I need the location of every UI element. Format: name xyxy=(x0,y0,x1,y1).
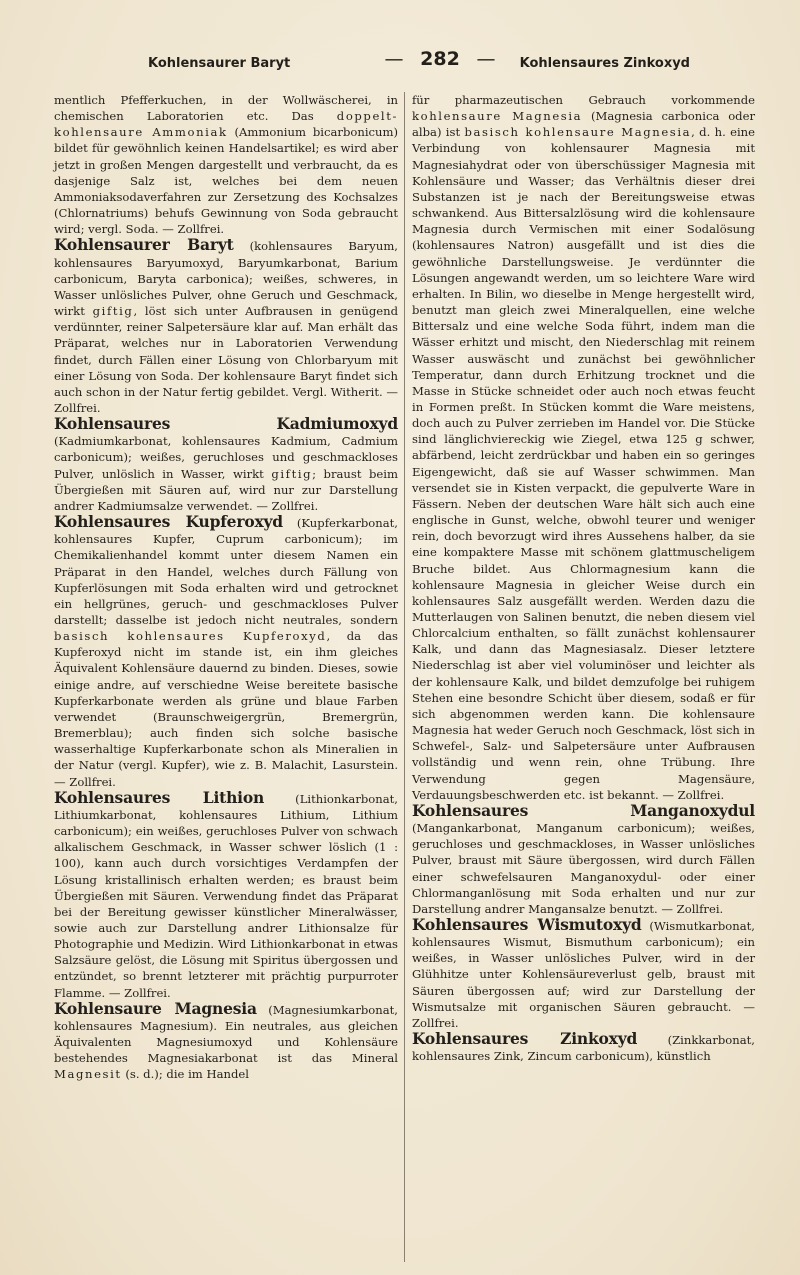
spaced-term: doppelt-kohlensaure Ammoniak xyxy=(54,109,398,140)
entry-text: ; braust beim Übergießen mit Säuren auf, wird nur zur Darstellung andrer Kadmiumsalze verwendet. — Zollfrei. xyxy=(54,466,398,513)
entry-text: , d. h. eine Verbindung von kohlensaurer Magnesia mit Magnesiahydrat oder von überschüssiger Magnesia mit Kohlensäure und Wasser; das Verhältnis dieser drei Substanzen ist je nach der Bereitungsweise etwas schwankend. Aus Bittersalzlösung wird die kohlensaure Magnesia durch Vermischen mit einer Sodalösung (kohlensaures Natron) ausgefällt und ist dies die gewöhnliche Darstellungsweise. Je verdünnter die Lösungen angewandt werden, um so leichtere Ware wird erhalten. In Bilin, wo dieselbe in Menge hergestellt wird, benutzt man gleich zwei Mineralquellen, eine welche Bittersalz und eine welche Soda führt, indem man die Wässer erhitzt und mischt, den Niederschlag mit reinem Wasser auswäscht und zunächst bei gewöhnlicher Temperatur, dann durch Erhitzung trocknet und die Masse in Stücke schneidet oder auch noch etwas feucht in Formen preßt. In Stücken kommt die Ware meistens, doch auch zu Pulver zerrieben im Handel vor. Die Stücke sind länglichviereckig wie Ziegel, etwa 125 g schwer, abfärbend, leicht zerdrückbar und haben ein so geringes Eigengewicht, daß sie auf Wasser schwimmen. Man versendet sie in Kisten verpackt, die gepulverte Ware in Fässern. Neben der deutschen Ware hält sich auch eine englische in Gunst, welche, obwohl teurer und weniger rein, doch bevorzugt wird ihres Aussehens halber, da sie eine kompaktere Masse mit schönem glattmuscheligem Bruche bildet. Aus Chlormagnesium kann die kohlensaure Magnesia in gleicher Weise durch ein kohlensaures Salz ausgefällt werden. Werden dazu die Mutterlaugen von Salinen benutzt, die neben diesem viel Chlorcalcium enthalten, so fällt zunächst kohlensaurer Kalk, und dann das Magnesiasalz. Dieser letztere Niederschlag ist aber viel voluminöser und leichter als der kohlensaure Kalk, und bildet demzufolge bei ruhigem Stehen eine besondre Schicht über diesem, sodaß er für sich abgenommen werden kann. Die kohlensaure Magnesia hat weder Geruch noch Geschmack, löst sich in Schwefel-, Salz- und Salpetersäure unter Aufbrausen vollständig und wenn rein, ohne Trübung. Ihre Verwendung gegen Magensäure, Verdauungsbeschwerden etc. ist bekannt. — Zollfrei. xyxy=(412,125,755,802)
entry-heading: Kohlensaures Lithion xyxy=(54,787,265,807)
running-head-left: Kohlensaurer Baryt xyxy=(148,56,291,71)
entry-text: (Magnesiumkarbonat, kohlensaures Magnesium). Ein neutrales, aus gleichen Äquivalenten Magnesiumoxyd und Kohlensäure bestehendes Magnesiakarbonat ist das Mineral xyxy=(54,1002,398,1066)
entry-text: (Zinkkarbonat, kohlensaures Zink, Zincum carbonicum), künstlich xyxy=(412,1033,755,1064)
entry-text: mentlich Pfefferkuchen, in der Wollwäscherei, in chemischen Laboratorien etc. Das xyxy=(54,93,398,124)
dash-right: — xyxy=(476,48,496,70)
entry-text: (Wismutkarbonat, kohlensaures Wismut, Bismuthum carbonicum); ein weißes, in Wasser unlösliches Pulver, wird in der Glühhitze unter Kohlensäureverlust gelb, braust mit Säuren übergossen auf; wird zur Darstellung der Wismutsalze mit organischen Säuren gebraucht. — Zollfrei. xyxy=(412,918,755,1030)
running-head-right: Kohlensaures Zinkoxyd xyxy=(519,56,690,71)
spaced-term: basisch kohlensaures Kupferoxyd xyxy=(54,629,327,644)
entry-text: (Kupferkarbonat, kohlensaures Kupfer, Cuprum carbonicum); im Chemikalienhandel kommt unter diesem Namen ein Präparat in den Handel, welches durch Fällung von Kupferlösungen mit Soda erhalten wird und getrocknet ein hellgrünes, geruch- und geschmackloses Pulver darstellt; dasselbe ist jedoch nicht neutrales, sondern xyxy=(54,516,398,627)
entry-heading: Kohlensaures Zinkoxyd xyxy=(412,1029,638,1049)
entry-kupfer xyxy=(54,514,398,790)
entry-text: (Kadmiumkarbonat, kohlensaures Kadmium, Cadmium carbonicum); weißes, geruchloses und geschmackloses Pulver, unlöslich in Wasser, wirkt xyxy=(54,434,398,481)
entry-kadmium xyxy=(54,416,398,514)
entry-text: , da das Kupferoxyd nicht im stande ist, ein ihm gleiches Äquivalent Kohlensäure dauernd zu binden. Dieses, sowie einige andre, auf verschiedne Weise bereitete basische Kupferkarbonate werden als grüne und blaue Farben verwendet (Braunschweigergrün, Bremergrün, Bremerblau); auch finden sich solche basische wasserhaltige Kupferkarbonate schon als Mineralien in der Natur (vergl. Kupfer), wie z. B. Malachit, Lasurstein. — Zollfrei. xyxy=(54,629,398,789)
entry-wismut xyxy=(412,914,755,1031)
entry-text: (Ammonium bicarbonicum) bildet für gewöhnlich keinen Handelsartikel; es wird aber jetzt in großen Mengen dargestellt und verbraucht, da es dasjenige Salz ist, welches bei dem neuen Ammoniaksodaverfahren zur Zersetzung des Kochsalzes (Chlornatriums) behufs Gewinnung von Soda gebraucht wird; vergl. Soda. — Zollfrei. xyxy=(54,125,398,237)
spaced-term: Magnesit xyxy=(54,1067,122,1082)
entry-mangan xyxy=(412,800,755,917)
spaced-term: basisch kohlensaure Magnesia xyxy=(464,125,692,140)
page-header xyxy=(60,48,760,78)
spaced-term: giftig xyxy=(92,304,134,319)
entry-text: (Lithionkarbonat, Lithiumkarbonat, kohlensaures Lithium, Lithium carbonicum); ein weißes, geruchloses Pulver von schwach alkalischem Geschmack, in Wasser schwer löslich (1 : 100), kann auch durch vorsichtiges Verdampfen der Lösung kristallinisch erhalten werden; es braust beim Übergießen mit Säuren. Verwendung findet das Präparat bei der Bereitung gewisser künstlicher Mineralwässer, sowie auch zur Darstellung andrer Lithionsalze für Photographie und Medizin. Wird Lithionkarbonat in etwas Salzsäure gelöst, die Lösung mit Spiritus übergossen und entzündet, so brennt letzterer mit prächtig purpurroter Flamme. — Zollfrei. xyxy=(54,791,398,1000)
entry-zink xyxy=(412,1031,755,1064)
entry-heading: Kohlensaures Kupferoxyd xyxy=(54,512,283,532)
right-column xyxy=(412,92,755,1064)
entry-heading: Kohlensaures Wismutoxyd xyxy=(412,914,642,934)
entry-heading: Kohlensaurer Baryt xyxy=(54,235,234,255)
entry-heading: Kohlensaures Kadmiumoxyd xyxy=(54,414,398,434)
entry-text: (Magnesia carbonica oder alba) ist xyxy=(412,109,755,140)
entry-continuation-magnesia xyxy=(412,92,755,803)
entry-continuation-ammoniak xyxy=(54,92,398,237)
entry-heading: Kohlensaures Manganoxydul xyxy=(412,800,755,820)
column-divider xyxy=(404,92,405,1262)
entry-text: (kohlensaures Baryum, kohlensaures Baryumoxyd, Baryumkarbonat, Barium carbonicum, Baryta carbonica); weißes, schweres, in Wasser unlösliches Pulver, ohne Geruch und Geschmack, wirkt xyxy=(54,239,398,319)
entry-text: für pharmazeutischen Gebrauch vorkommende xyxy=(412,93,755,107)
entry-text: (Mangankarbonat, Manganum carbonicum); weißes, geruchloses und geschmackloses, in Wasser unlösliches Pulver, braust mit Säure übergossen, wird durch Fällen einer schwefelsauren Manganoxydul- oder einer Chlormanganlösung mit Soda erhalten und nur zur Darstellung andrer Mangansalze benutzt. — Zollfrei. xyxy=(412,821,755,916)
entry-text: , löst sich unter Aufbrausen in genügend verdünnter, reiner Salpetersäure klar auf. Man erhält das Präparat, welches nur in Laboratorien Verwendung findet, durch Fällen einer Lösung von Chlorbaryum mit einer Lösung von Soda. Der kohlensaure Baryt findet sich auch schon in der Natur fertig gebildet. Vergl. Witherit. — Zollfrei. xyxy=(54,304,398,415)
page-number-line xyxy=(350,48,530,70)
spaced-term: giftig xyxy=(271,466,313,481)
entry-text: (s. d.); die im Handel xyxy=(121,1067,249,1082)
entry-lithion xyxy=(54,787,398,1001)
entry-magnesia xyxy=(54,998,398,1083)
spaced-term: kohlensaure Magnesia xyxy=(412,109,583,124)
entry-baryt xyxy=(54,237,398,416)
left-column xyxy=(54,92,398,1083)
entry-heading: Kohlensaure Magnesia xyxy=(54,998,257,1018)
page-number: 282 xyxy=(420,48,460,70)
dash-left: — xyxy=(384,48,404,70)
